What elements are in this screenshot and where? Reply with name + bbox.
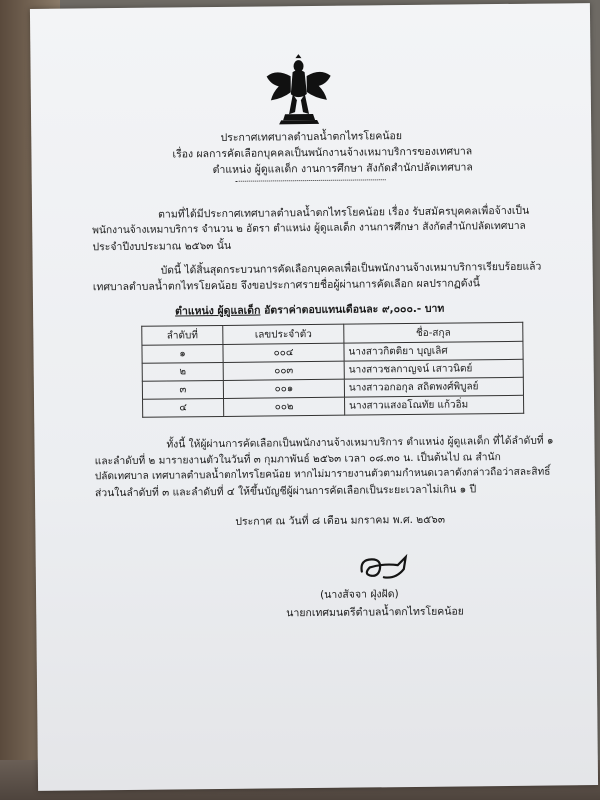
- header-subject: เรื่อง ผลการคัดเลือกบุคคลเป็นพนักงานจ้างเหมาบริการของเทศบาล: [172, 145, 473, 161]
- header-title: ประกาศเทศบาลตำบลน้ำตกไทรโยคน้อย: [220, 130, 403, 144]
- rate-label: อัตราค่าตอบแทนเดือนละ ๙,๐๐๐.- บาท: [260, 302, 445, 317]
- cell-rank: ๒: [142, 362, 223, 381]
- cell-id: ๐๐๒: [224, 397, 345, 416]
- closing-line-3: ปลัดเทศบาล เทศบาลตำบลน้ำตกไทรโยคน้อย หากไม่มารายงานตัวตามกำหนดเวลาดังกล่าวถือว่าสละสิทธิ์: [94, 466, 551, 483]
- paragraph-1-line-2: พนักงานจ้างเหมาบริการ จำนวน ๒ อัตรา ตำแหน่ง ผู้ดูแลเด็ก งานการศึกษา สังกัดสำนักปลัดเทศบาล: [92, 220, 526, 237]
- results-table: [141, 322, 524, 418]
- cell-id: ๐๐๑: [223, 379, 344, 398]
- cell-id: ๐๐๔: [223, 343, 344, 362]
- announcement-page: [30, 3, 598, 791]
- cell-name: นางสาวอกอกุล สถิตพงศ์พิบูลย์: [344, 377, 523, 397]
- cell-name: นางสาวกิตติยา บุญเลิศ: [344, 341, 523, 361]
- cell-rank: ๑: [142, 344, 223, 363]
- closing-line-1: ทั้งนี้ ให้ผู้ผ่านการคัดเลือกเป็นพนักงานจ้างเหมาบริการ ตำแหน่ง ผู้ดูแลเด็ก ที่ได้ลำดับที่ ๑: [166, 434, 554, 451]
- paragraph-1-line-3: ประจำปีงบประมาณ ๒๕๖๓ นั้น: [92, 239, 232, 254]
- closing-line-2: และลำดับที่ ๒ มารายงานตัวในวันที่ ๓ กุมภาพันธ์ ๒๕๖๓ เวลา ๐๘.๓๐ น. เป็นต้นไป ณ สำนัก: [94, 451, 501, 468]
- column-header-rank: ลำดับที่: [142, 325, 223, 345]
- paragraph-1-line-1: ตามที่ได้มีประกาศเทศบาลตำบลน้ำตกไทรโยคน้อย เรื่อง รับสมัครบุคคลเพื่อจ้างเป็น: [158, 204, 530, 221]
- signature-mark: [354, 545, 414, 586]
- header-divider: [236, 179, 386, 182]
- cell-name: นางสาวชลกาญจน์ เสาวนิตย์: [344, 359, 523, 379]
- header-position: ตำแหน่ง ผู้ดูแลเด็ก งานการศึกษา สังกัดสำนักปลัดเทศบาล: [212, 161, 473, 177]
- garuda-emblem-icon: [262, 54, 335, 127]
- cell-rank: ๓: [142, 380, 223, 399]
- signer-name: (นางสัจจา ฝุ่งฝัด): [320, 588, 399, 601]
- column-header-name: ชื่อ-สกุล: [344, 322, 523, 343]
- cell-name: นางสาวแสงอโณทัย แก้วอิ่ม: [345, 395, 524, 415]
- cell-rank: ๔: [143, 398, 224, 417]
- table-row: [143, 395, 524, 417]
- position-rate-line: [175, 302, 444, 319]
- closing-line-4: ส่วนในลำดับที่ ๓ และลำดับที่ ๔ ให้ขึ้นบัญชีผู้ผ่านการคัดเลือกเป็นระยะเวลาไม่เกิน ๑ ปี: [94, 483, 477, 500]
- paragraph-2-line-2: เทศบาลตำบลน้ำตกไทรโยคน้อย จึงขอประกาศรายชื่อผู้ผ่านการคัดเลือก ผลปรากฏดังนี้: [92, 277, 480, 294]
- column-header-id: เลขประจำตัว: [223, 324, 344, 344]
- position-label: ตำแหน่ง ผู้ดูแลเด็ก: [175, 304, 261, 318]
- cell-id: ๐๐๓: [223, 361, 344, 380]
- announce-date: ประกาศ ณ วันที่ ๘ เดือน มกราคม พ.ศ. ๒๕๖๓: [235, 513, 446, 528]
- signer-title: นายกเทศมนตรีตำบลน้ำตกไทรโยคน้อย: [286, 605, 465, 620]
- paragraph-2-line-1: บัดนี้ ได้สิ้นสุดกระบวนการคัดเลือกบุคคลเพื่อเป็นพนักงานจ้างเหมาบริการเรียบร้อยแล้ว: [160, 260, 542, 277]
